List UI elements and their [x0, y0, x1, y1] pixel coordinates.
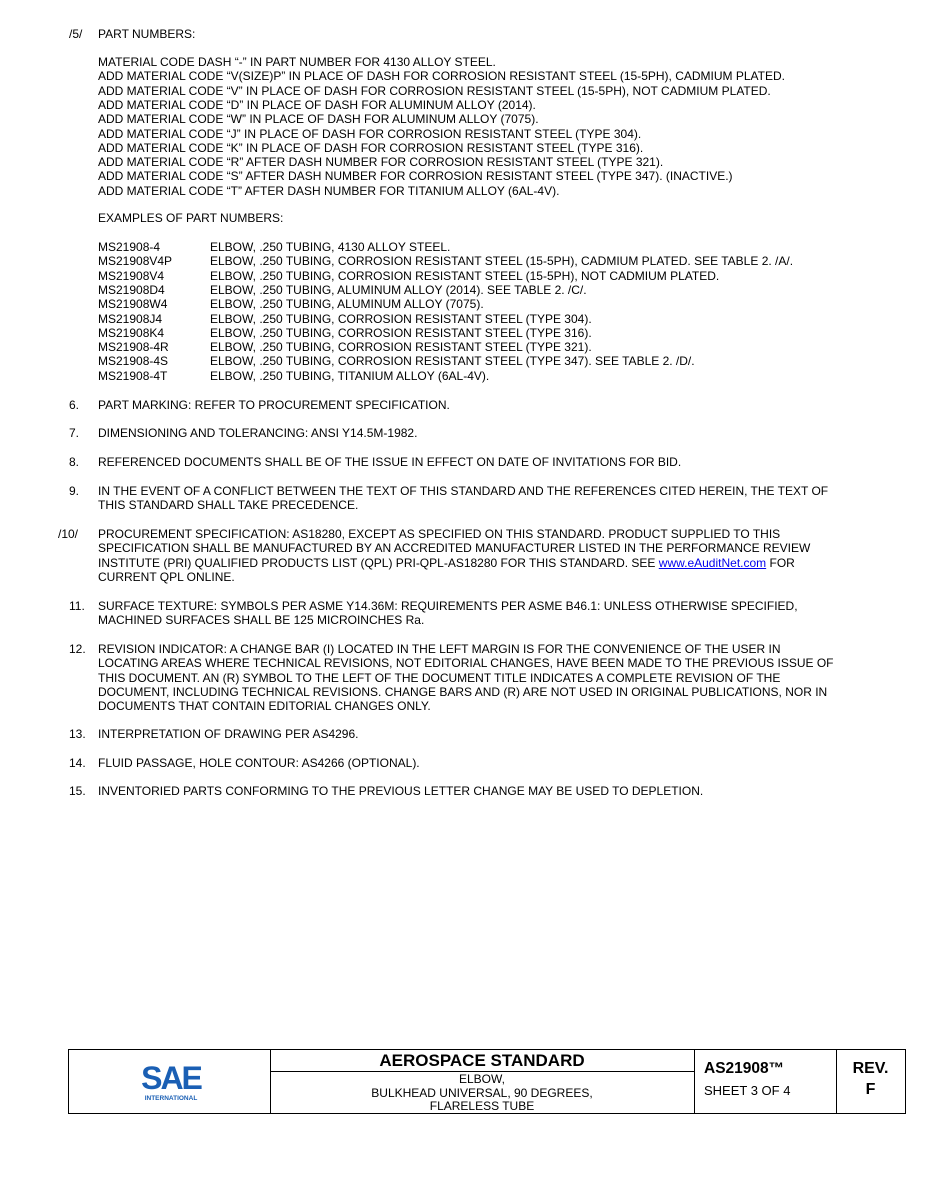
part-number: MS21908D4: [98, 282, 165, 297]
note-text: INTERPRETATION OF DRAWING PER AS4296.: [98, 727, 359, 741]
logo-text: SAE: [141, 1060, 201, 1096]
note-number: 11.: [69, 599, 85, 613]
sheet-number: SHEET 3 OF 4: [704, 1083, 791, 1098]
part-description: ELBOW, .250 TUBING, TITANIUM ALLOY (6AL-4V).: [210, 368, 490, 383]
note-number: 14.: [69, 756, 86, 770]
logo-cell: [69, 1050, 271, 1113]
note-text: DOCUMENTS THAT CONTAIN EDITORIAL CHANGES ONLY.: [98, 699, 431, 714]
note-number: 9.: [69, 484, 80, 498]
part-number: MS21908-4R: [98, 340, 169, 355]
material-code-line: MATERIAL CODE DASH “-” IN PART NUMBER FOR 4130 ALLOY STEEL.: [98, 55, 496, 69]
note-text-with-link: [98, 556, 795, 570]
part-description: ELBOW, .250 TUBING, ALUMINUM ALLOY (2014). SEE TABLE 2. /C/.: [210, 282, 587, 297]
revision-label: REV.: [852, 1060, 889, 1077]
material-code-line: ADD MATERIAL CODE “K” IN PLACE OF DASH FOR CORROSION RESISTANT STEEL (TYPE 316).: [98, 140, 644, 155]
note-text: LOCATING AREAS WHERE TECHNICAL REVISIONS, NOT EDITORIAL CHANGES, HAVE BEEN MADE TO THE PREVIOUS ISSUE OF: [98, 656, 834, 671]
part-title-line: FLARELESS TUBE: [429, 1099, 535, 1113]
note-number: /5/: [69, 27, 83, 41]
material-code-line: ADD MATERIAL CODE “V(SIZE)P” IN PLACE OF DASH FOR CORROSION RESISTANT STEEL (15-5PH), CADMIUM PLATED.: [98, 69, 785, 84]
part-number: MS21908-4T: [98, 368, 168, 383]
note-number: /10/: [58, 527, 79, 541]
part-number: MS21908-4S: [98, 354, 169, 369]
part-description: ELBOW, .250 TUBING, CORROSION RESISTANT STEEL (TYPE 321).: [210, 340, 592, 355]
note-number: 13.: [69, 727, 86, 741]
part-description: ELBOW, .250 TUBING, 4130 ALLOY STEEL.: [210, 240, 451, 254]
note-text: FOR: [766, 555, 795, 570]
material-code-line: ADD MATERIAL CODE “T” AFTER DASH NUMBER FOR TITANIUM ALLOY (6AL-4V).: [98, 183, 560, 198]
note-number: 7.: [69, 426, 80, 440]
note-text: FLUID PASSAGE, HOLE CONTOUR: AS4266 (OPTIONAL).: [98, 756, 420, 770]
material-code-line: ADD MATERIAL CODE “V” IN PLACE OF DASH FOR CORROSION RESISTANT STEEL (15-5PH), NOT CADMIUM PLATED.: [98, 83, 771, 98]
note-text: INSTITUTE (PRI) QUALIFIED PRODUCTS LIST (QPL) PRI-QPL-AS18280 FOR THIS STANDARD. SEE: [98, 555, 656, 570]
note-text: DIMENSIONING AND TOLERANCING: ANSI Y14.5M-1982.: [98, 426, 418, 440]
note-text: REFERENCED DOCUMENTS SHALL BE OF THE ISSUE IN EFFECT ON DATE OF INVITATIONS FOR BID.: [98, 455, 682, 469]
part-number: MS21908V4P: [98, 254, 173, 269]
note-text: REVISION INDICATOR: A CHANGE BAR (I) LOCATED IN THE LEFT MARGIN IS FOR THE CONVENIENCE OF THE USER IN: [98, 642, 781, 656]
material-code-line: ADD MATERIAL CODE “R” AFTER DASH NUMBER FOR CORROSION RESISTANT STEEL (TYPE 321).: [98, 155, 664, 170]
part-number: MS21908K4: [98, 325, 165, 340]
part-description: ELBOW, .250 TUBING, CORROSION RESISTANT STEEL (15-5PH), CADMIUM PLATED. SEE TABLE 2. /A/.: [210, 254, 794, 269]
note-text: MACHINED SURFACES SHALL BE 125 MICROINCHES Ra.: [98, 613, 425, 628]
note-text: DOCUMENT, INCLUDING TECHNICAL REVISIONS. CHANGE BARS AND (R) ARE NOT USED IN ORIGINAL PUBLICATIONS, NOR IN: [98, 684, 828, 699]
material-code-line: ADD MATERIAL CODE “J” IN PLACE OF DASH FOR CORROSION RESISTANT STEEL (TYPE 304).: [98, 126, 642, 141]
note-text: THIS STANDARD SHALL TAKE PRECEDENCE.: [98, 498, 359, 513]
material-code-line: ADD MATERIAL CODE “D” IN PLACE OF DASH FOR ALUMINUM ALLOY (2014).: [98, 97, 536, 112]
doc-number: AS21908™: [704, 1060, 785, 1077]
part-description: ELBOW, .250 TUBING, CORROSION RESISTANT STEEL (TYPE 316).: [210, 325, 592, 340]
note-text: CURRENT QPL ONLINE.: [98, 569, 235, 584]
title-cell: [270, 1050, 695, 1113]
note-number: 12.: [69, 642, 86, 656]
eauditnet-link[interactable]: www.eAuditNet.com: [658, 555, 767, 570]
revision-cell: [836, 1050, 905, 1113]
note-text: PROCUREMENT SPECIFICATION: AS18280, EXCEPT AS SPECIFIED ON THIS STANDARD. PRODUCT SUPPLIED TO THIS: [98, 527, 781, 541]
note-text: INVENTORIED PARTS CONFORMING TO THE PREVIOUS LETTER CHANGE MAY BE USED TO DEPLETION.: [98, 784, 704, 798]
part-description: ELBOW, .250 TUBING, CORROSION RESISTANT STEEL (TYPE 304).: [210, 311, 592, 326]
note-text: THIS DOCUMENT. AN (R) SYMBOL TO THE LEFT OF THE DOCUMENT TITLE INDICATES A COMPLETE REVISION OF THE: [98, 670, 781, 685]
note-number: 15.: [69, 784, 86, 798]
material-code-line: ADD MATERIAL CODE “W” IN PLACE OF DASH FOR ALUMINUM ALLOY (7075).: [98, 112, 539, 127]
note-text: PART MARKING: REFER TO PROCUREMENT SPECIFICATION.: [98, 398, 450, 412]
title-block: [68, 1049, 906, 1114]
note-text: SPECIFICATION SHALL BE MANUFACTURED BY AN ACCREDITED MANUFACTURER LISTED IN THE PERFORMANCE REVIEW: [98, 541, 811, 556]
part-description: ELBOW, .250 TUBING, CORROSION RESISTANT STEEL (TYPE 347). SEE TABLE 2. /D/.: [210, 354, 695, 369]
part-description: ELBOW, .250 TUBING, ALUMINUM ALLOY (7075).: [210, 297, 484, 312]
doc-number-cell: [694, 1050, 837, 1113]
revision-value: F: [865, 1081, 876, 1098]
part-number: MS21908J4: [98, 311, 163, 326]
part-title-line: ELBOW,: [458, 1072, 505, 1086]
examples-title: EXAMPLES OF PART NUMBERS:: [98, 211, 284, 225]
note-title: PART NUMBERS:: [98, 27, 196, 41]
part-description: ELBOW, .250 TUBING, CORROSION RESISTANT STEEL (15-5PH), NOT CADMIUM PLATED.: [210, 268, 720, 283]
part-number: MS21908W4: [98, 297, 168, 312]
note-text: SURFACE TEXTURE: SYMBOLS PER ASME Y14.36M: REQUIREMENTS PER ASME B46.1: UNLESS OTHERWISE SPECIFIED,: [98, 599, 798, 613]
part-title: [270, 1073, 694, 1114]
note-number: 6.: [69, 398, 80, 412]
logo-subtext: INTERNATIONAL: [144, 1095, 198, 1102]
note-text: IN THE EVENT OF A CONFLICT BETWEEN THE TEXT OF THIS STANDARD AND THE REFERENCES CITED HEREIN, THE TEXT OF: [98, 484, 829, 498]
part-number: MS21908V4: [98, 268, 165, 283]
standard-header: AEROSPACE STANDARD: [270, 1050, 694, 1072]
part-number: MS21908-4: [98, 240, 161, 254]
sae-logo-icon: [136, 1059, 206, 1103]
material-code-line: ADD MATERIAL CODE “S” AFTER DASH NUMBER FOR CORROSION RESISTANT STEEL (TYPE 347). (INACTIVE.): [98, 169, 733, 184]
part-title-line: BULKHEAD UNIVERSAL, 90 DEGREES,: [371, 1085, 593, 1100]
note-number: 8.: [69, 455, 80, 469]
